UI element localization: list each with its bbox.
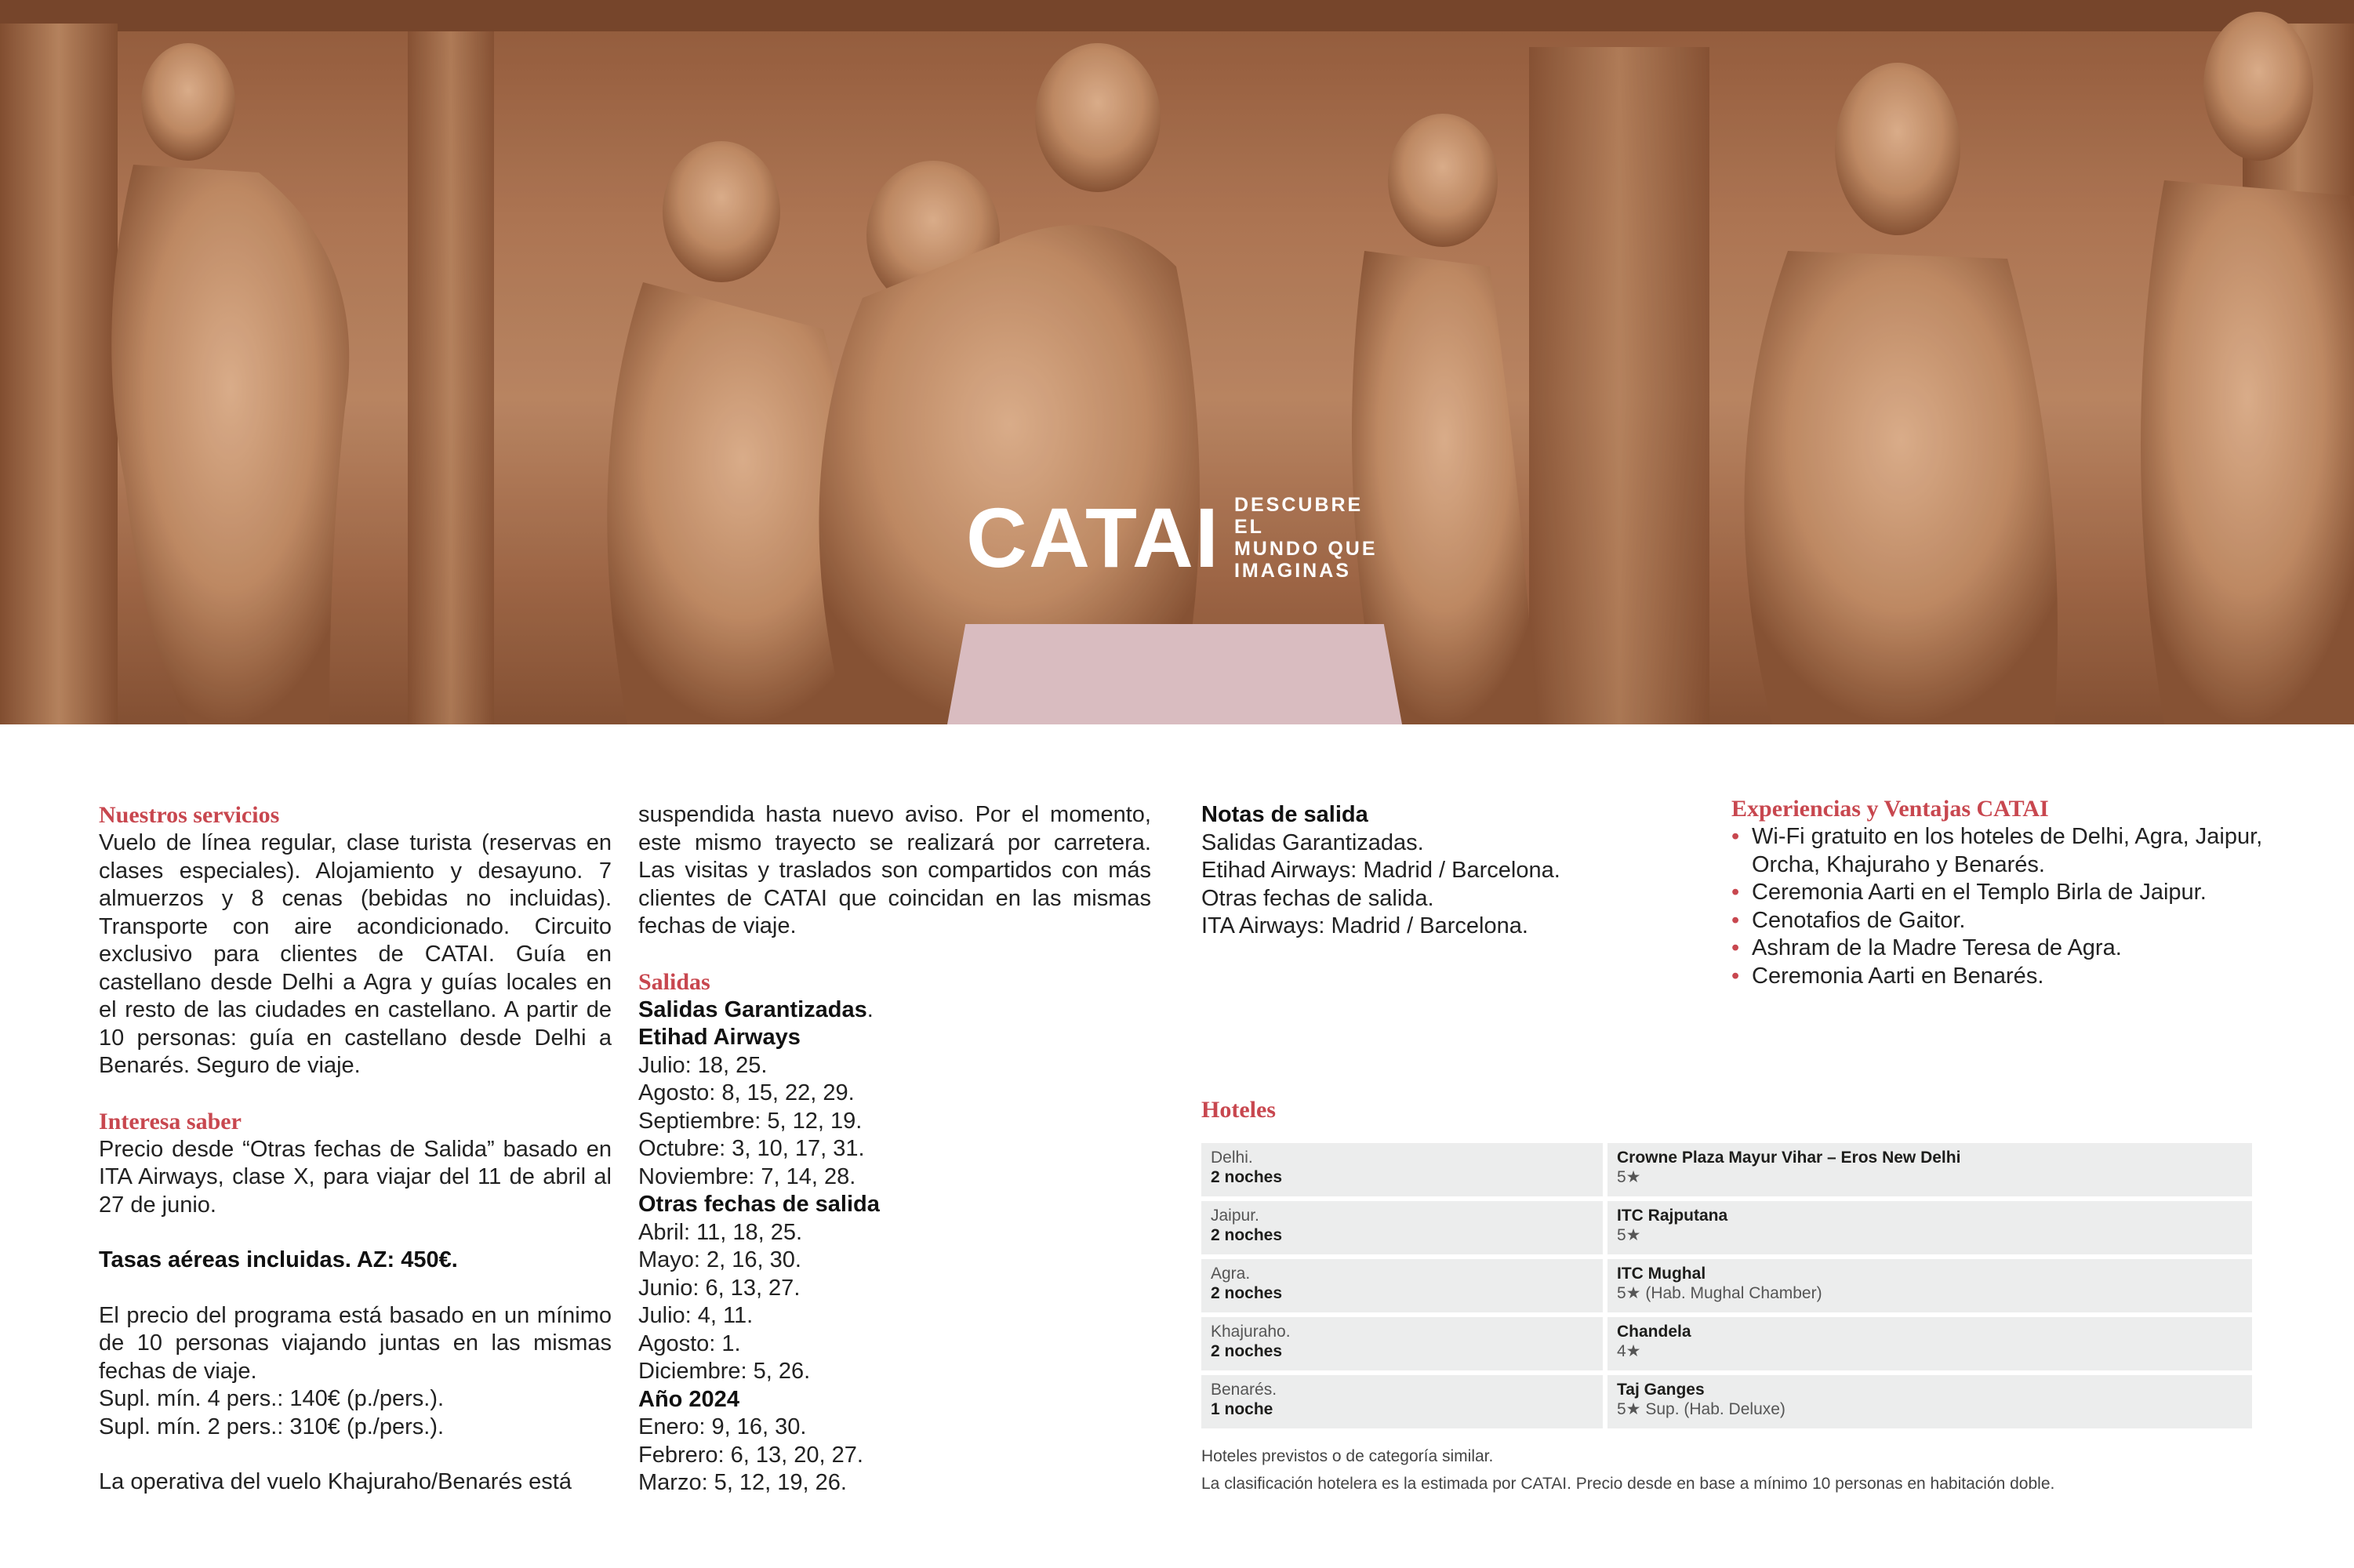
notas-line: Etihad Airways: Madrid / Barcelona. xyxy=(1201,858,1560,883)
interesa-text: Precio desde “Otras fechas de Salida” basado en ITA Airways, clase X, para viajar del 11 de abril al 27 de junio. xyxy=(99,1136,612,1218)
etihad-label: Etihad Airways xyxy=(638,1025,801,1050)
hotel-note-1: Hoteles previstos o de categoría similar. xyxy=(1201,1447,1494,1465)
operativa-text-cont: suspendida hasta nuevo aviso. Por el momento, este mismo trayecto se realizará por carretera. Las visitas y traslados son compartidos con más clientes de CATAI que coincidan en las mismas fechas de viaje. xyxy=(638,802,1151,938)
column-4 xyxy=(1731,795,2265,990)
notas-line: Otras fechas de salida. xyxy=(1201,885,1434,911)
notas-heading: Notas de salida xyxy=(1201,802,1368,827)
tagline-line-2: MUNDO QUE xyxy=(1233,538,1378,560)
precio-text: El precio del programa está basado en un mínimo de 10 personas viajando juntas en las mismas fechas de viaje. xyxy=(99,1302,612,1384)
hotel-notes xyxy=(1201,1443,2054,1497)
tagline-line-3: IMAGINAS xyxy=(1233,560,1351,582)
bullet-icon: • xyxy=(1731,935,1740,960)
year-date: Enero: 9, 16, 30. xyxy=(638,1414,807,1439)
etihad-date: Julio: 18, 25. xyxy=(638,1052,768,1078)
interesa-heading: Interesa saber xyxy=(99,1108,242,1134)
hotel-note-2: La clasificación hotelera es la estimada por CATAI. Precio desde en base a mínimo 10 personas en habitación doble. xyxy=(1201,1475,2055,1493)
year-date: Febrero: 6, 13, 20, 27. xyxy=(638,1442,863,1468)
catai-logo xyxy=(966,490,1391,585)
experiencias-heading: Experiencias y Ventajas CATAI xyxy=(1731,796,2049,822)
city-cell: Delhi. 2 noches xyxy=(1201,1143,1603,1196)
otras-date: Abril: 11, 18, 25. xyxy=(638,1219,803,1245)
operativa-text-start: La operativa del vuelo Khajuraho/Benarés está xyxy=(99,1469,572,1494)
hotel-cell: Taj Ganges 5★ Sup. (Hab. Deluxe) xyxy=(1607,1375,2252,1428)
salidas-heading: Salidas xyxy=(638,968,710,995)
column-2 xyxy=(638,801,1151,1497)
experiencias-list xyxy=(1731,823,2265,990)
hotel-cell: Crowne Plaza Mayur Vihar – Eros New Delhi 5★ xyxy=(1607,1143,2252,1196)
supl-4-text: Supl. mín. 4 pers.: 140€ (p./pers.). xyxy=(99,1386,445,1411)
city-cell: Jaipur. 2 noches xyxy=(1201,1201,1603,1254)
hotels-table xyxy=(1201,1143,2252,1433)
otras-date: Julio: 4, 11. xyxy=(638,1303,754,1328)
year-label: Año 2024 xyxy=(638,1386,739,1412)
list-item: • Cenotafios de Gaitor. xyxy=(1731,907,2265,935)
bullet-icon: • xyxy=(1731,963,1740,989)
list-item: • Ashram de la Madre Teresa de Agra. xyxy=(1731,935,2265,963)
otras-date: Junio: 6, 13, 27. xyxy=(638,1275,801,1301)
otras-date: Diciembre: 5, 26. xyxy=(638,1359,811,1384)
column-3 xyxy=(1201,801,1703,941)
column-1 xyxy=(99,801,612,1497)
etihad-date: Agosto: 8, 15, 22, 29. xyxy=(638,1080,855,1105)
tasas-text: Tasas aéreas incluidas. AZ: 450€. xyxy=(99,1247,458,1272)
bullet-icon: • xyxy=(1731,907,1740,933)
hoteles-heading: Hoteles xyxy=(1201,1097,1276,1123)
city-cell: Khajuraho. 2 noches xyxy=(1201,1317,1603,1370)
etihad-date: Noviembre: 7, 14, 28. xyxy=(638,1163,856,1189)
table-row xyxy=(1201,1317,2252,1370)
decorative-pink-tab xyxy=(947,624,1402,724)
tagline-line-1: DESCUBRE EL xyxy=(1233,494,1364,538)
list-item: • Wi-Fi gratuito en los hoteles de Delhi, Agra, Jaipur, Orcha, Khajuraho y Benarés. xyxy=(1731,824,2263,877)
hotel-cell: Chandela 4★ xyxy=(1607,1317,2252,1370)
hero-photo xyxy=(0,0,2354,724)
servicios-heading: Nuestros servicios xyxy=(99,802,280,828)
table-row xyxy=(1201,1201,2252,1254)
bullet-icon: • xyxy=(1731,824,1740,849)
servicios-text: Vuelo de línea regular, clase turista (reservas en clases especiales). Alojamiento y desayuno. 7 almuerzos y 8 cenas (bebidas no incluidas). Transporte con aire acondicionado. Circuito exclusivo para clientes de CATAI. Guía en castellano desde Delhi a Agra y guías locales en el resto de las ciudades en castellano. A partir de 10 personas: guía en castellano desde Delhi a Benarés. Seguro de viaje. xyxy=(99,830,612,1078)
temple-carvings-illustration xyxy=(0,0,2354,724)
table-row xyxy=(1201,1259,2252,1312)
table-row xyxy=(1201,1143,2252,1196)
bullet-icon: • xyxy=(1731,880,1740,905)
logo-wordmark: CATAI xyxy=(966,490,1220,585)
notas-line: ITA Airways: Madrid / Barcelona. xyxy=(1201,913,1528,938)
hotel-cell: ITC Mughal 5★ (Hab. Mughal Chamber) xyxy=(1607,1259,2252,1312)
salidas-garantizadas: Salidas Garantizadas. xyxy=(638,996,874,1022)
year-date: Marzo: 5, 12, 19, 26. xyxy=(638,1470,847,1495)
city-cell: Agra. 2 noches xyxy=(1201,1259,1603,1312)
list-item: • Ceremonia Aarti en Benarés. xyxy=(1731,963,2265,991)
etihad-date: Octubre: 3, 10, 17, 31. xyxy=(638,1136,865,1161)
etihad-date: Septiembre: 5, 12, 19. xyxy=(638,1108,863,1134)
notas-line: Salidas Garantizadas. xyxy=(1201,829,1424,855)
hotel-cell: ITC Rajputana 5★ xyxy=(1607,1201,2252,1254)
table-row xyxy=(1201,1375,2252,1428)
list-item: • Ceremonia Aarti en el Templo Birla de Jaipur. xyxy=(1731,879,2265,907)
otras-fechas-label: Otras fechas de salida xyxy=(638,1192,880,1217)
supl-2-text: Supl. mín. 2 pers.: 310€ (p./pers.). xyxy=(99,1414,445,1439)
city-cell: Benarés. 1 noche xyxy=(1201,1375,1603,1428)
otras-date: Mayo: 2, 16, 30. xyxy=(638,1247,801,1272)
otras-date: Agosto: 1. xyxy=(638,1330,741,1356)
logo-tagline xyxy=(1234,494,1391,582)
